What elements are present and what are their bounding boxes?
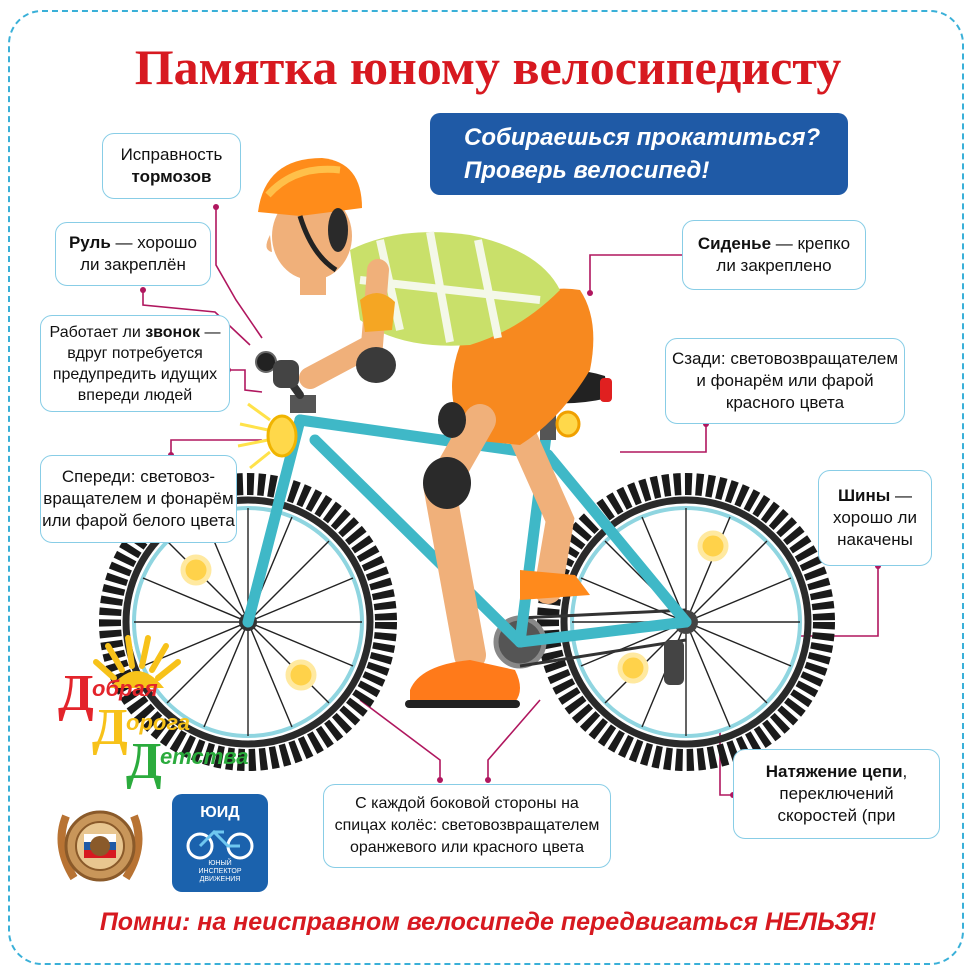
dobraya-doroga-logo (52, 632, 249, 792)
rear-line-2: и фонарём или фарой (696, 371, 874, 390)
chain-text-3: скоростей (при (777, 806, 896, 825)
ddd-letter-3: Д (126, 733, 162, 790)
rear-light-connector (620, 424, 706, 452)
spokes-connector-2 (488, 700, 540, 780)
spokes-line-1: С каждой боковой стороны на (355, 795, 579, 812)
bicycle-icon (180, 824, 260, 860)
chain-text-2: переключений (779, 784, 894, 803)
bell-bold: звонок (145, 323, 200, 341)
callout-bell (40, 315, 230, 412)
bell-text-4: предупредить идущих (52, 365, 218, 383)
callout-rear-light (665, 338, 905, 424)
callout-spokes (323, 784, 611, 868)
tires-bold: Шины (837, 486, 891, 505)
callout-chain (733, 749, 940, 839)
rear-line-1: Сзади: световозвращателем (671, 349, 899, 368)
bell-text-3: вдруг потребуется (67, 344, 203, 362)
yuid-title: ЮИД (200, 804, 240, 821)
seat-text-2: ли закреплено (716, 256, 832, 275)
yuid-sub-2: ИНСПЕКТОР (198, 868, 242, 875)
head-tube (290, 395, 316, 413)
spokes-connector-1 (360, 700, 440, 780)
footer-warning: Помни: на неисправном велосипеде передвигаться НЕЛЬЗЯ! (99, 908, 877, 936)
handlebar-text-2: ли закреплён (80, 255, 186, 274)
yuid-sub-1: ЮНЫЙ (208, 860, 232, 867)
ddd-word-1: обрая (92, 676, 158, 701)
brakes-bold: тормозов (131, 167, 212, 186)
ddd-word-3: етства (160, 744, 249, 769)
yuid-subtitle (172, 860, 268, 884)
front-line-3: или фарой белого цвета (42, 511, 235, 530)
callout-brakes (102, 133, 241, 199)
bell-text-1: Работает ли (49, 323, 146, 341)
rear-line-3: красного цвета (725, 393, 845, 412)
handlebar-bold: Руль (68, 233, 111, 252)
traffic-police-emblem-icon (48, 796, 152, 896)
chain-bold: Натяжение цепи (765, 762, 903, 781)
spokes-line-2: спицах колёс: световозвращателем (334, 817, 600, 834)
tires-text-1: — (890, 486, 913, 505)
banner-line-2: Проверь велосипед! (464, 157, 710, 184)
bell-text-2: — (200, 323, 221, 341)
seat-connector (590, 255, 682, 293)
ddd-letter-2: Д (92, 699, 128, 756)
callout-handlebar (55, 222, 211, 286)
chain-text-1: , (902, 762, 908, 781)
seat-bold: Сиденье (697, 234, 772, 253)
front-line-2: вращателем и фонарём (43, 489, 234, 508)
callout-tires (818, 470, 932, 566)
yuid-sub-3: ДВИЖЕНИЯ (199, 876, 241, 883)
bell-text-5: впереди людей (77, 386, 193, 404)
ddd-word-2: орога (126, 710, 191, 735)
handlebar-text-1: — хорошо (110, 233, 198, 252)
tires-text-3: накачены (837, 530, 913, 549)
spokes-line-3: оранжевого или красного цвета (349, 839, 585, 856)
callout-front-light (40, 455, 237, 543)
brakes-text: Исправность (120, 145, 223, 164)
front-light-connector (171, 440, 262, 455)
yuid-logo (172, 794, 268, 892)
page-title: Памятка юному велосипедисту (134, 39, 842, 95)
front-line-1: Спереди: световоз- (61, 467, 216, 486)
banner-line-1: Собираешься прокатиться? (464, 124, 821, 151)
seat-text-1: — крепко (771, 234, 851, 253)
ddd-letter-1: Д (58, 665, 94, 722)
tires-text-2: хорошо ли (833, 508, 917, 527)
callout-seat (682, 220, 866, 290)
bell-connector (228, 370, 262, 392)
